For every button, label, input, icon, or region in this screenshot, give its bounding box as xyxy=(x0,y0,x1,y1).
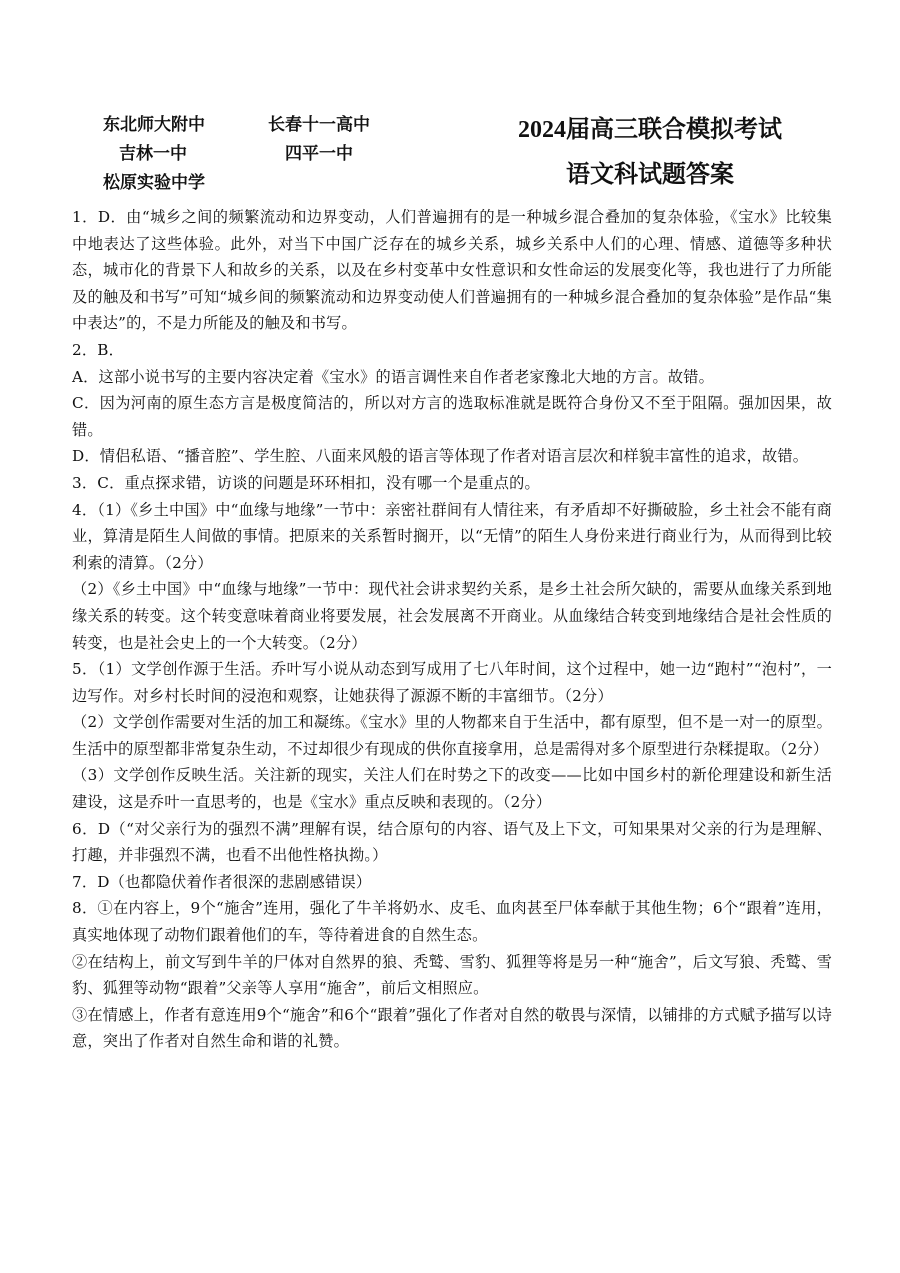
title-block xyxy=(460,112,840,192)
exam-subtitle: 语文科试题答案 xyxy=(566,159,734,188)
answer-paragraph: A．这部小说书写的主要内容决定着《宝水》的语言调性来自作者老家豫北大地的方言。故错。 xyxy=(72,367,715,386)
answer-paragraph: D．情侣私语、“播音腔”、学生腔、八面来风般的语言等体现了作者对语言层次和样貌丰富性的追求，故错。 xyxy=(72,447,809,466)
answer-paragraph: 2．B． xyxy=(72,340,124,359)
answer-paragraph: 3．C．重点探求错，访谈的问题是环环相扣，没有哪一个是重点的。 xyxy=(72,473,540,492)
school-name: 四平一中 xyxy=(285,144,353,164)
answer-paragraph: 4．（1）《乡土中国》中“血缘与地缘”一节中：亲密社群间有人情往来，有矛盾却不好撕破脸，乡土社会不能有商业，算清是陌生人间做的事情。把原来的关系暂时搁开，以“无情”的陌生人身份来进行商业行为，从而得到比较利索的清算。（2分） xyxy=(72,500,832,572)
answer-content xyxy=(72,204,832,1055)
answer-paragraph: 7．D（也都隐伏着作者很深的悲剧感错误） xyxy=(72,872,372,891)
school-name: 吉林一中 xyxy=(119,144,187,164)
answer-paragraph: ③在情感上，作者有意连用9个“施舍”和6个“跟着”强化了作者对自然的敬畏与深情，以铺排的方式赋予描写以诗意，突出了作者对自然生命和谐的礼赞。 xyxy=(72,1005,832,1051)
answer-paragraph: 6．D（“对父亲行为的强烈不满”理解有误，结合原句的内容、语气及上下文，可知果果对父亲的行为是理解、打趣，并非强烈不满，也看不出他性格执拗。） xyxy=(72,819,832,865)
answer-paragraph: ②在结构上，前文写到牛羊的尸体对自然界的狼、秃鹫、雪豹、狐狸等将是另一种“施舍”，后文写狼、秃鹫、雪豹、狐狸等动物“跟着”父亲等人享用“施舍”，前后文相照应。 xyxy=(72,952,832,998)
school-name: 松原实验中学 xyxy=(103,173,205,193)
answer-paragraph: （2）文学创作需要对生活的加工和凝练。《宝水》里的人物都来自于生活中，都有原型，但不是一对一的原型。生活中的原型都非常复杂生动，不过却很少有现成的供你直接拿用，总是需得对多个原型进行杂糅提取。（2分） xyxy=(72,713,832,758)
exam-title: 2024届高三联合模拟考试 xyxy=(518,117,782,143)
answer-paragraph: C．因为河南的原生态方言是极度简洁的，所以对方言的选取标准就是既符合身份又不至于阻隔。强加因果，故错。 xyxy=(72,394,832,439)
answer-paragraph: 8．①在内容上，9个“施舍”连用，强化了牛羊将奶水、皮毛、血肉甚至尸体奉献于其他生物；6个“跟着”连用，真实地体现了动物们跟着他们的车，等待着进食的自然生态。 xyxy=(72,899,832,945)
answer-paragraph: （2）《乡土中国》中“血缘与地缘”一节中：现代社会讲求契约关系，是乡土社会所欠缺的，需要从血缘关系到地缘关系的转变。这个转变意味着商业将要发展，社会发展离不开商业。从血缘结合转变到地缘结合是社会性质的转变，也是社会史上的一个大转变。（2分） xyxy=(72,580,832,652)
school-name: 长春十一高中 xyxy=(268,115,370,135)
answer-paragraph: 1．D．由“城乡之间的频繁流动和边界变动，人们普遍拥有的是一种城乡混合叠加的复杂体验，《宝水》比较集中地表达了这些体验。此外，对当下中国广泛存在的城乡关系，城乡关系中人们的心理、情感、道德等多种状态，城市化的背景下人和故乡的关系，以及在乡村变革中女性意识和女性命运的发展变化等，我也进行了力所能及的触及和书写”可知“城乡间的频繁流动和边界变动使人们普遍拥有的一种城乡混合叠加的复杂体验”是作品“集中表达”的，不是力所能及的触及和书写。 xyxy=(72,208,832,333)
answer-paragraph: （3）文学创作反映生活。关注新的现实，关注人们在时势之下的改变——比如中国乡村的新伦理建设和新生活建设，这是乔叶一直思考的，也是《宝水》重点反映和表现的。（2分） xyxy=(72,766,832,812)
answer-paragraph: 5．（1）文学创作源于生活。乔叶写小说从动态到写成用了七八年时间，这个过程中，她一边“跑村”“泡村”，一边写作。对乡村长时间的浸泡和观察，让她获得了源源不断的丰富细节。（2分） xyxy=(72,660,832,705)
school-name: 东北师大附中 xyxy=(103,115,205,135)
